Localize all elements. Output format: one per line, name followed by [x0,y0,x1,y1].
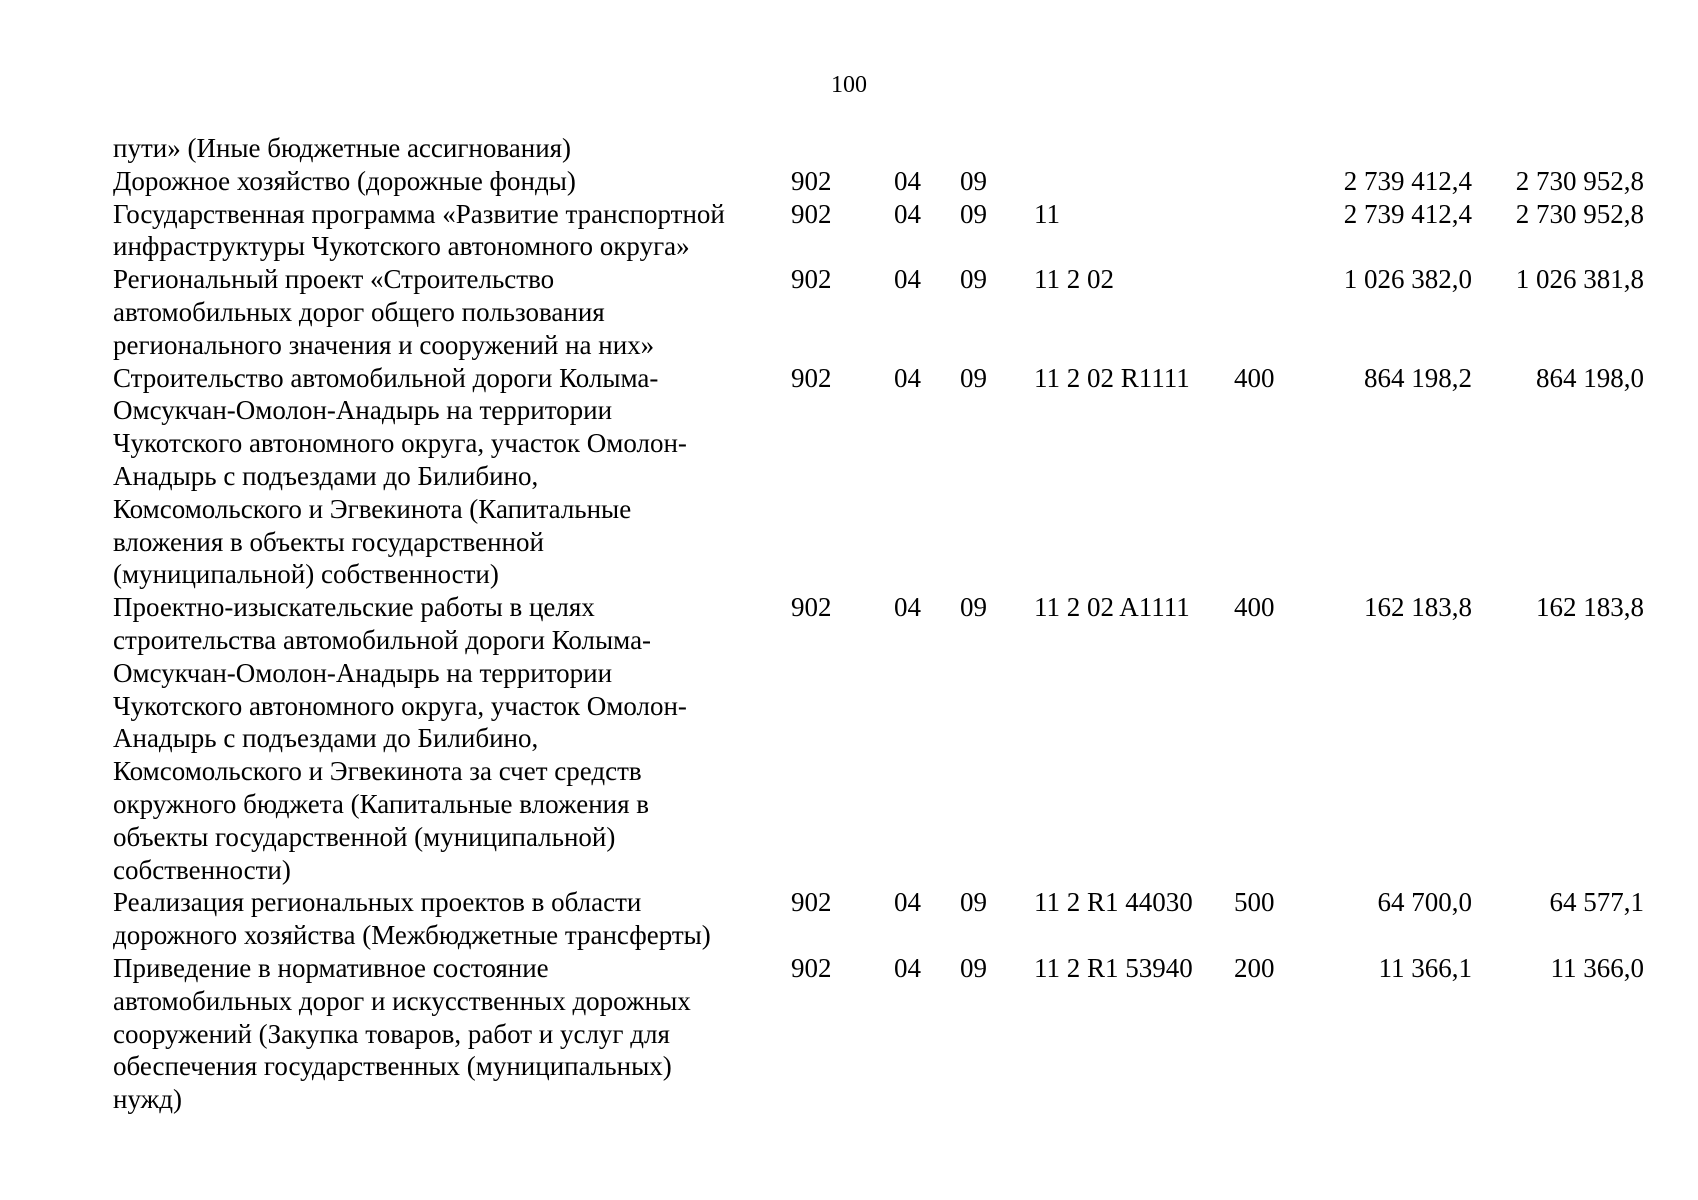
cell-description [113,886,791,952]
cell-expense-type: 500 [1234,887,1275,918]
cell-admin-code: 902 [791,362,832,393]
cell-expense-type: 200 [1234,952,1275,983]
cell-target-article: 11 2 02 A1111 [1034,592,1190,623]
cell-amount-2: 64 577,1 [1549,887,1644,918]
description-line: Чукотского автономного округа, участок Омолон- [113,690,687,721]
cell-amount-1: 2 739 412,4 [1343,165,1472,196]
cell-amount-1: 2 739 412,4 [1343,198,1472,229]
cell-description [113,263,791,361]
cell-subsection: 09 [960,198,987,229]
description-line: автомобильных дорог общего пользования [113,296,605,327]
description-line: Чукотского автономного округа, участок Омолон- [113,428,687,459]
description-line: обеспечения государственных (муниципальных) [113,1051,672,1082]
table-row [113,132,1644,165]
cell-section: 04 [894,952,921,983]
budget-table-body [113,132,1644,1116]
cell-description [113,591,791,886]
description-line: сооружений (Закупка товаров, работ и услуг для [113,1018,670,1049]
table-row [113,362,1644,592]
cell-amount-2: 162 183,8 [1536,592,1644,623]
cell-subsection [960,132,1034,165]
description-line: (муниципальной) собственности) [113,559,499,590]
cell-target-article: 11 2 02 [1034,264,1114,295]
cell-expense-type: 400 [1234,362,1275,393]
description-line: автомобильных дорог и искусственных дорожных [113,985,691,1016]
cell-section: 04 [894,592,921,623]
cell-amount-1: 11 366,1 [1378,952,1472,983]
description-line: собственности) [113,854,291,885]
description-line: Строительство автомобильной дороги Колыма- [113,362,659,393]
cell-admin-code: 902 [791,952,832,983]
description-line: Комсомольского и Эгвекинота (Капитальные [113,493,632,524]
cell-target-article [1034,132,1234,165]
cell-admin-code: 902 [791,165,832,196]
description-line: инфраструктуры Чукотского автономного округа» [113,231,690,262]
cell-description [113,952,791,1116]
cell-description [113,165,791,198]
cell-admin-code: 902 [791,887,832,918]
description-line: пути» (Иные бюджетные ассигнования) [113,133,572,163]
cell-amount-2: 2 730 952,8 [1515,198,1644,229]
page-number: 100 [831,72,867,98]
cell-amount-1: 1 026 382,0 [1343,264,1472,295]
cell-subsection: 09 [960,264,987,295]
cell-description [113,362,791,592]
description-line: Региональный проект «Строительство [113,264,555,295]
cell-amount-2 [1472,132,1644,165]
table-row [113,591,1644,886]
description-line: Государственная программа «Развитие транспортной [113,198,725,229]
cell-subsection: 09 [960,952,987,983]
description-line: объекты государственной (муниципальной) [113,821,616,852]
cell-section: 04 [894,362,921,393]
cell-amount-2: 2 730 952,8 [1515,165,1644,196]
cell-expense-type [1234,132,1314,165]
description-line: Анадырь с подъездами до Билибино, [113,723,539,754]
cell-amount-2: 11 366,0 [1550,952,1644,983]
table-row [113,198,1644,264]
cell-expense-type: 400 [1234,592,1275,623]
cell-section: 04 [894,165,921,196]
cell-admin-code: 902 [791,264,832,295]
description-line: окружного бюджета (Капитальные вложения в [113,788,650,819]
cell-amount-1 [1314,132,1472,165]
cell-target-article: 11 2 R1 44030 [1034,887,1193,918]
description-line: Дорожное хозяйство (дорожные фонды) [113,165,576,196]
cell-amount-1: 64 700,0 [1377,887,1472,918]
cell-admin-code: 902 [791,592,832,623]
cell-subsection: 09 [960,592,987,623]
description-line: Комсомольского и Эгвекинота за счет средств [113,756,642,787]
cell-section: 04 [894,887,921,918]
cell-subsection: 09 [960,165,987,196]
description-line: Реализация региональных проектов в области [113,887,642,918]
cell-target-article: 11 [1034,198,1060,229]
cell-target-article [1034,165,1234,198]
cell-expense-type [1234,198,1314,264]
description-line: нужд) [113,1084,182,1115]
cell-section: 04 [894,198,921,229]
cell-description [113,198,791,264]
description-line: регионального значения и сооружений на них» [113,329,655,360]
description-line: вложения в объекты государственной [113,526,544,557]
cell-admin-code [791,132,894,165]
cell-amount-1: 162 183,8 [1364,592,1472,623]
budget-table [113,132,1644,1116]
cell-subsection: 09 [960,887,987,918]
cell-amount-2: 864 198,0 [1536,362,1644,393]
cell-expense-type [1234,165,1314,198]
cell-target-article: 11 2 R1 53940 [1034,952,1193,983]
cell-expense-type [1234,263,1314,361]
description-line: Проектно-изыскательские работы в целях [113,592,595,623]
table-row [113,165,1644,198]
cell-amount-1: 864 198,2 [1364,362,1472,393]
description-line: Омсукчан-Омолон-Анадырь на территории [113,657,613,688]
description-line: Омсукчан-Омолон-Анадырь на территории [113,395,613,426]
table-row [113,952,1644,1116]
cell-section: 04 [894,264,921,295]
cell-admin-code: 902 [791,198,832,229]
table-row [113,263,1644,361]
cell-amount-2: 1 026 381,8 [1515,264,1644,295]
table-row [113,886,1644,952]
description-line: дорожного хозяйства (Межбюджетные трансферты) [113,920,711,951]
description-line: Приведение в нормативное состояние [113,952,549,983]
description-line: строительства автомобильной дороги Колыма- [113,624,652,655]
cell-subsection: 09 [960,362,987,393]
cell-target-article: 11 2 02 R1111 [1034,362,1190,393]
description-line: Анадырь с подъездами до Билибино, [113,460,539,491]
cell-description [113,132,791,165]
cell-section [894,132,960,165]
